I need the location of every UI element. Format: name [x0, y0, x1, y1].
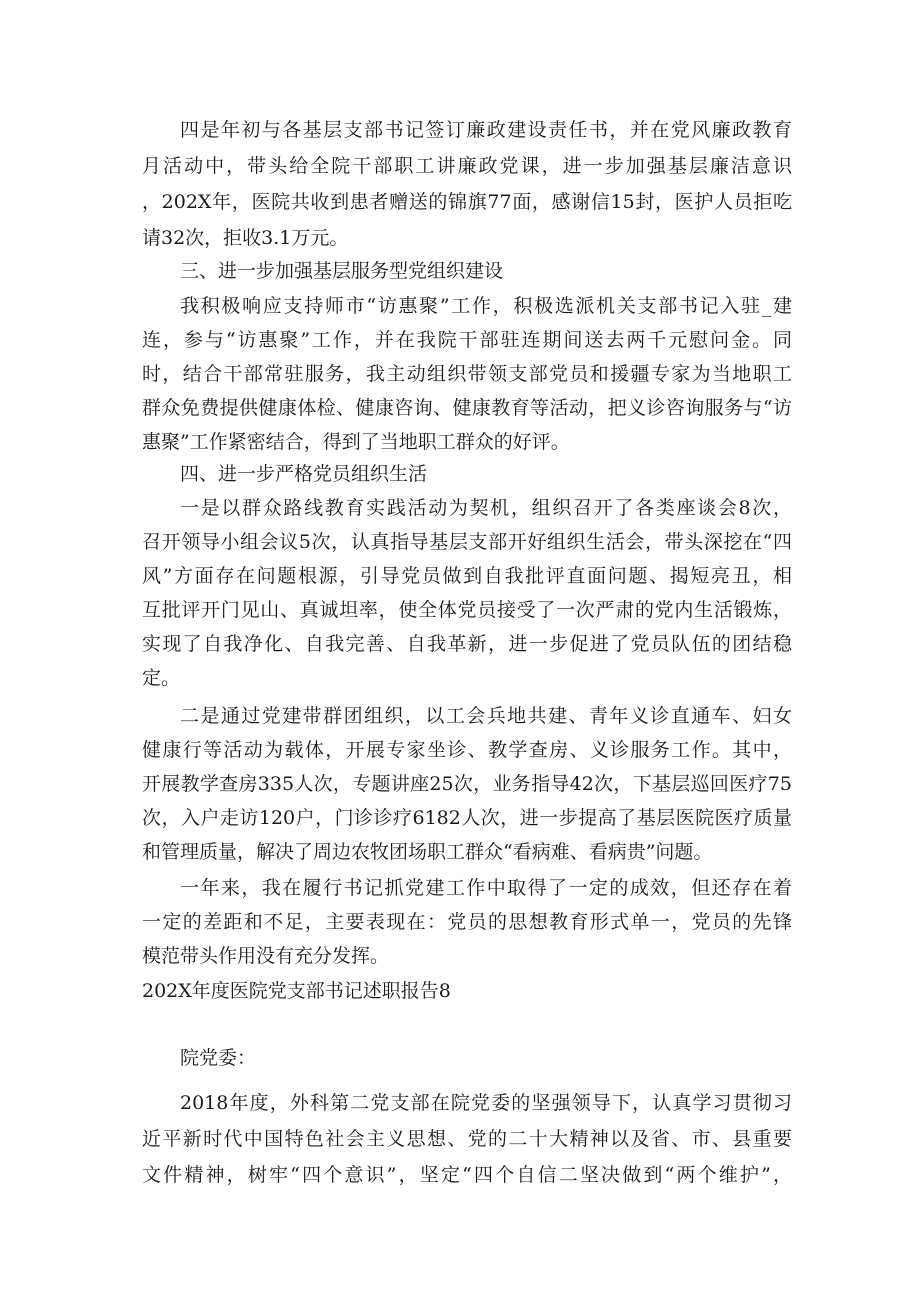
text-line: 时，结合干部常驻服务，我主动组织带领支部党员和援疆专家为当地职工 — [142, 363, 792, 385]
text-line: 定。 — [142, 667, 181, 689]
text-line: 群众免费提供健康体检、健康咨询、健康教育等活动，把义诊咨询服务与“访 — [142, 397, 792, 419]
text-line: 二是通过党建带群团组织，以工会兵地共建、青年义诊直通车、妇女 — [180, 705, 792, 727]
text-line: 次，入户走访120户，门诊诊疗6182人次，进一步提高了基层医院医疗质量 — [142, 807, 792, 829]
text-line: 和管理质量，解决了周边农牧团场职工群众“看病难、看病贵”问题。 — [142, 841, 713, 863]
text-line: 月活动中，带头给全院干部职工讲廉政党课，进一步加强基层廉洁意识 — [142, 155, 792, 177]
text-line: 模范带头作用没有充分发挥。 — [142, 945, 390, 967]
text-line: 2018年度，外科第二党支部在院党委的坚强领导下，认真学习贯彻习 — [180, 1092, 792, 1114]
text-line: 近平新时代中国特色社会主义思想、党的二十大精神以及省、市、县重要 — [142, 1128, 792, 1150]
text-line: ，202X年，医院共收到患者赠送的锦旗77面，感谢信15封，医护人员拒吃 — [142, 191, 792, 213]
text-line: 文件精神，树牢“四个意识”，坚定“四个自信二坚决做到“两个维护”， — [142, 1164, 792, 1186]
text-line: 连，参与“访惠聚”工作，并在我院干部驻连期间送去两千元慰问金。同 — [142, 329, 792, 351]
salutation: 院党委： — [180, 1047, 257, 1069]
section-heading: 四、进一步严格党员组织生活 — [180, 463, 428, 485]
text-line: 一定的差距和不足，主要表现在：党员的思想教育形式单一，党员的先锋 — [142, 911, 792, 933]
section-heading: 三、进一步加强基层服务型党组织建设 — [180, 260, 504, 282]
text-line: 健康行等活动为载体，开展专家坐诊、教学查房、义诊服务工作。其中， — [142, 739, 792, 761]
text-line: 四是年初与各基层支部书记签订廉政建设责任书，并在党风廉政教育 — [180, 119, 792, 141]
report-title: 202X年度医院党支部书记述职报告8 — [142, 980, 451, 1002]
text-line: 一年来，我在履行书记抓党建工作中取得了一定的成效，但还存在着 — [180, 877, 792, 899]
text-line: 召开领导小组会议5次，认真指导基层支部开好组织生活会，带头深挖在“四 — [142, 531, 792, 553]
text-line: 一是以群众路线教育实践活动为契机，组织召开了各类座谈会8次， — [180, 497, 792, 519]
text-line: 互批评开门见山、真诚坦率，使全体党员接受了一次严肃的党内生活锻炼， — [142, 599, 792, 621]
text-line: 风”方面存在问题根源，引导党员做到自我批评直面问题、揭短亮丑，相 — [142, 565, 792, 587]
text-line: 我积极响应支持师市“访惠聚”工作，积极选派机关支部书记入驻_建 — [180, 295, 792, 317]
text-line: 开展教学查房335人次，专题讲座25次，业务指导42次，下基层巡回医疗75 — [142, 773, 792, 795]
text-line: 请32次，拒收3.1万元。 — [142, 227, 349, 249]
text-line: 惠聚”工作紧密结合，得到了当地职工群众的好评。 — [142, 431, 570, 453]
text-line: 实现了自我净化、自我完善、自我革新，进一步促进了党员队伍的团结稳 — [142, 633, 792, 655]
